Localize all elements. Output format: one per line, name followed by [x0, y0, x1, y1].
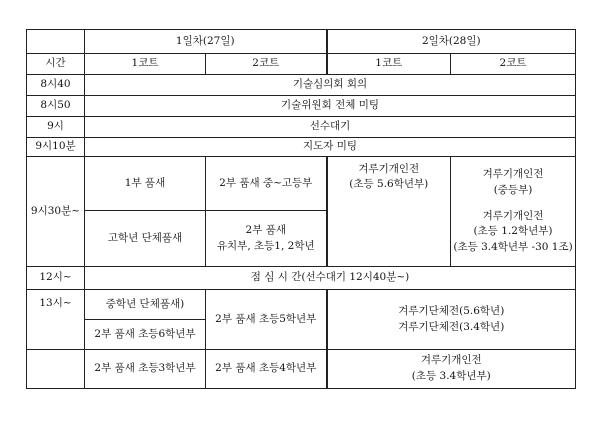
time-cell: 8시50 [27, 96, 85, 117]
event-cell: 선수대기 [85, 117, 576, 138]
time-cell: 8시40 [27, 75, 85, 96]
time-cell: 13시~ [27, 290, 85, 350]
cell-line: (초등 1.2학년부) [473, 225, 553, 238]
cell-line: 겨루기개인전 [482, 168, 544, 181]
time-cell: 12시~ [27, 267, 85, 290]
day1-header: 1일차(27일) [85, 30, 327, 54]
lunch-row [27, 267, 576, 290]
event-cell: 기술심의회 회의 [85, 75, 576, 96]
day1-court2-cell: 2부 품새 초등4학년부 [206, 350, 327, 389]
header-corner-cell [27, 30, 85, 54]
day1-court1-cell: 중학년 단체품새) [85, 290, 206, 320]
cell-line: 겨루기개인전 [482, 209, 544, 222]
table-row [27, 117, 576, 138]
day1-court1-cell: 2부 품새 초등3학년부 [85, 350, 206, 389]
day1-court2-cell: 2부 품새 초등5학년부 [206, 290, 327, 350]
header-row-courts [27, 54, 576, 75]
schedule-table [26, 29, 576, 389]
time-cell: 9시10분 [27, 138, 85, 157]
cell-line: 2부 품새 [245, 223, 286, 236]
table-row [27, 138, 576, 157]
time-header: 시간 [27, 54, 85, 75]
cell-line: 유치부, 초등1, 2학년 [216, 239, 315, 252]
event-cell: 기술위원회 전체 미팅 [85, 96, 576, 117]
cell-line: (중등부) [493, 183, 533, 196]
time-cell [27, 350, 85, 389]
header-row-days [27, 30, 576, 54]
time-cell: 9시30분~ [27, 157, 85, 267]
day1-court1-header: 1코트 [85, 54, 206, 75]
day2-court2-cell [451, 157, 576, 267]
event-cell: 지도자 미팅 [85, 138, 576, 157]
day1-court1-cell: 고학년 단체품새 [85, 211, 206, 267]
day2-header: 2일차(28일) [327, 30, 576, 54]
table-row [27, 290, 576, 320]
day2-court2-header: 2코트 [451, 54, 576, 75]
day1-court1-cell: 2부 품새 초등6학년부 [85, 320, 206, 350]
cell-line: (초등 3.4학년부) [411, 370, 491, 382]
cell-line: 겨루기개인전 [420, 354, 482, 367]
cell-line: 겨루기단체전(5.6학년) [398, 304, 505, 317]
table-row [27, 157, 576, 211]
cell-line: 겨루기개인전 [358, 162, 420, 175]
cell-line: 겨루기단체전(3.4학년) [398, 320, 505, 333]
day2-merged-cell [327, 290, 576, 350]
event-cell: 점 심 시 간(선수대기 12시40분~) [85, 267, 576, 290]
day1-court2-cell: 2부 품새 중~고등부 [206, 157, 327, 211]
day1-court2-cell [206, 211, 327, 267]
day2-merged-cell [327, 350, 576, 389]
table-row [27, 75, 576, 96]
day1-court2-header: 2코트 [206, 54, 327, 75]
time-cell: 9시 [27, 117, 85, 138]
day2-court1-cell [327, 157, 451, 267]
cell-line: (초등 3.4학년부 -30 1조) [453, 241, 573, 254]
table-row [27, 96, 576, 117]
schedule-sheet [26, 29, 575, 388]
day2-court1-header: 1코트 [327, 54, 451, 75]
cell-line: (초등 5.6학년부) [349, 178, 429, 191]
day1-court1-cell: 1부 품새 [85, 157, 206, 211]
table-row [27, 350, 576, 389]
